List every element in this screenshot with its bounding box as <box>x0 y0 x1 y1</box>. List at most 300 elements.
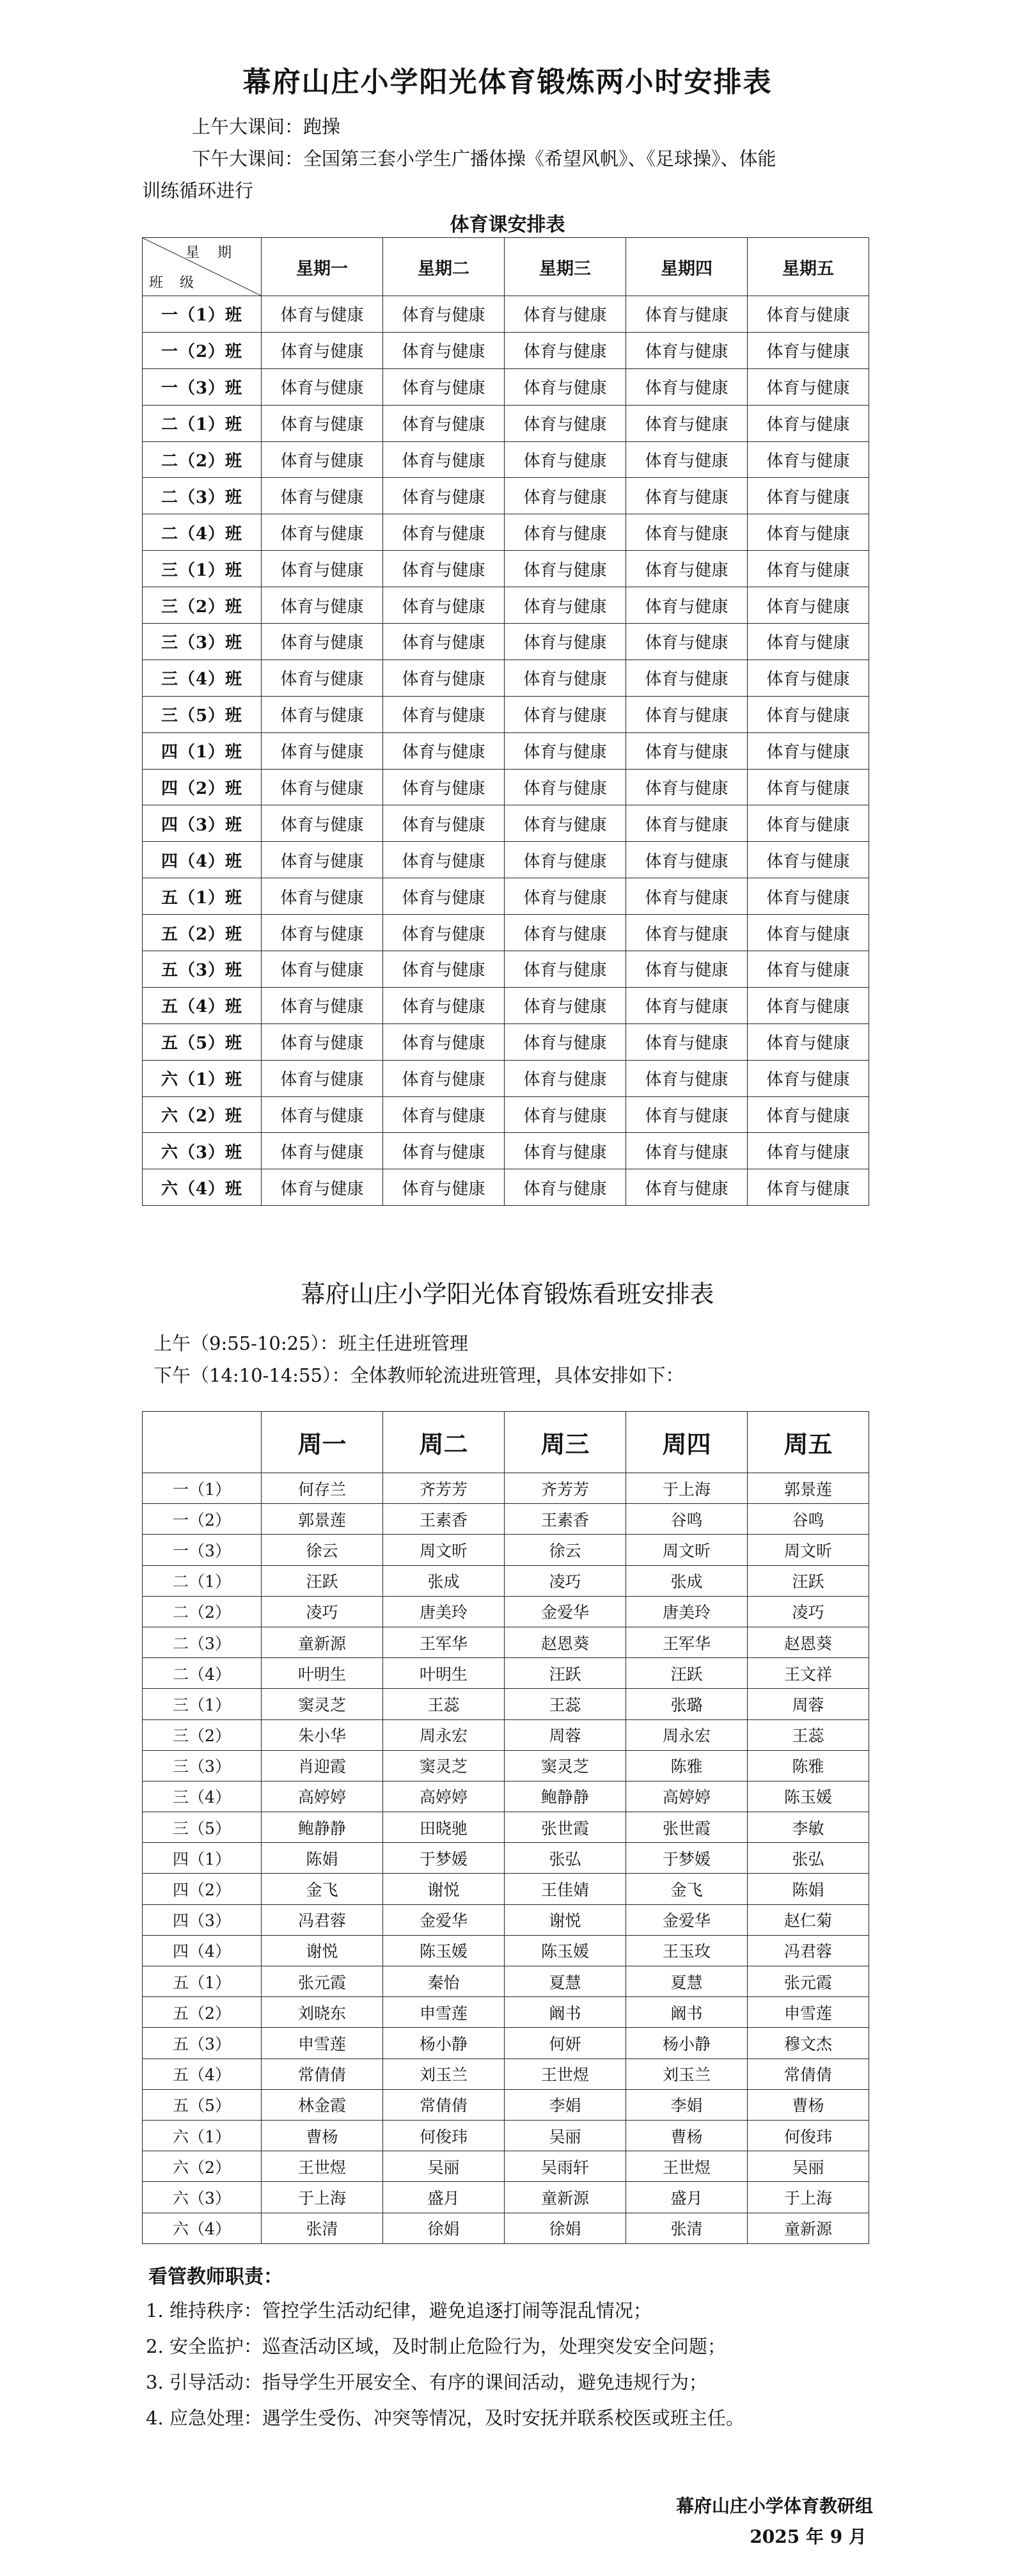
teacher-cell: 张璐 <box>626 1689 748 1719</box>
teacher-cell: 于上海 <box>262 2182 383 2213</box>
subject-cell: 体育与健康 <box>262 1096 383 1133</box>
teacher-cell: 汪跃 <box>748 1565 869 1596</box>
subject-cell: 体育与健康 <box>505 368 626 405</box>
teacher-cell: 刘玉兰 <box>626 2058 748 2089</box>
duty-class-cell: 三（4） <box>143 1781 262 1812</box>
subject-cell: 体育与健康 <box>505 732 626 769</box>
subject-cell: 体育与健康 <box>505 696 626 732</box>
subject-cell: 体育与健康 <box>626 1060 748 1096</box>
duty-day-header: 周五 <box>748 1412 869 1473</box>
responsibility-item: 2. 安全监护：巡查活动区域，及时制止危险行为，处理突发安全问题； <box>146 2335 726 2357</box>
teacher-cell: 金爱华 <box>505 1596 626 1627</box>
subject-cell: 体育与健康 <box>383 1133 505 1169</box>
subject-cell: 体育与健康 <box>383 624 505 660</box>
subject-cell: 体育与健康 <box>505 551 626 587</box>
pe-class-row <box>143 769 869 805</box>
duty-class-row <box>143 1473 869 1504</box>
subject-cell: 体育与健康 <box>262 878 383 915</box>
teacher-cell: 秦怡 <box>383 1966 505 1997</box>
teacher-cell: 周永宏 <box>626 1719 748 1750</box>
teacher-cell: 凌巧 <box>262 1596 383 1627</box>
subject-cell: 体育与健康 <box>383 878 505 915</box>
pe-day-header: 星期五 <box>748 238 869 296</box>
pe-class-row <box>143 368 869 405</box>
subject-cell: 体育与健康 <box>748 660 869 696</box>
class-name-cell: 二（4）班 <box>143 514 262 551</box>
class-name-cell: 三（3）班 <box>143 624 262 660</box>
class-name-cell: 五（4）班 <box>143 987 262 1023</box>
subject-cell: 体育与健康 <box>748 1169 869 1206</box>
corner-class-label: 班级 <box>149 275 211 291</box>
responsibility-item: 4. 应急处理：遇学生受伤、冲突等情况，及时安抚并联系校医或班主任。 <box>146 2407 744 2429</box>
subject-cell: 体育与健康 <box>262 368 383 405</box>
class-name-cell: 六（1）班 <box>143 1060 262 1096</box>
teacher-cell: 阚书 <box>505 1997 626 2028</box>
teacher-cell: 冯君蓉 <box>262 1904 383 1935</box>
duty-class-row <box>143 1781 869 1812</box>
teacher-cell: 张元霞 <box>748 1966 869 1997</box>
subject-cell: 体育与健康 <box>505 441 626 478</box>
subject-cell: 体育与健康 <box>383 296 505 333</box>
duty-day-header: 周二 <box>383 1412 505 1473</box>
duty-class-row <box>143 1596 869 1627</box>
teacher-cell: 徐娟 <box>383 2213 505 2243</box>
duty-class-row <box>143 1658 869 1689</box>
teacher-cell: 何俊玮 <box>748 2120 869 2151</box>
teacher-cell: 刘玉兰 <box>383 2058 505 2089</box>
subject-cell: 体育与健康 <box>505 769 626 805</box>
teacher-cell: 郭景莲 <box>748 1473 869 1504</box>
subject-cell: 体育与健康 <box>505 1169 626 1206</box>
pe-class-row <box>143 1096 869 1133</box>
teacher-cell: 陈雅 <box>748 1750 869 1781</box>
subject-cell: 体育与健康 <box>626 1169 748 1206</box>
subject-cell: 体育与健康 <box>626 1023 748 1060</box>
subject-cell: 体育与健康 <box>383 441 505 478</box>
subject-cell: 体育与健康 <box>383 587 505 624</box>
class-name-cell: 三（5）班 <box>143 696 262 732</box>
subject-cell: 体育与健康 <box>748 805 869 842</box>
duty-corner-cell <box>143 1412 262 1473</box>
teacher-cell: 陈雅 <box>626 1750 748 1781</box>
subject-cell: 体育与健康 <box>505 1060 626 1096</box>
subject-cell: 体育与健康 <box>262 1023 383 1060</box>
subject-cell: 体育与健康 <box>626 441 748 478</box>
teacher-cell: 张弘 <box>505 1843 626 1874</box>
pe-schedule-table <box>142 237 869 1206</box>
duty-morning-note: 上午（9:55-10:25）：班主任进班管理 <box>153 1332 468 1354</box>
class-name-cell: 一（3）班 <box>143 368 262 405</box>
teacher-cell: 王蕊 <box>748 1719 869 1750</box>
teacher-cell: 唐美玲 <box>626 1596 748 1627</box>
subject-cell: 体育与健康 <box>748 478 869 514</box>
duty-day-header: 周一 <box>262 1412 383 1473</box>
subject-cell: 体育与健康 <box>626 368 748 405</box>
teacher-cell: 叶明生 <box>383 1658 505 1689</box>
pe-class-row <box>143 805 869 842</box>
subject-cell: 体育与健康 <box>383 660 505 696</box>
teacher-cell: 夏慧 <box>626 1966 748 1997</box>
teacher-cell: 赵恩葵 <box>505 1627 626 1657</box>
pe-class-row <box>143 441 869 478</box>
class-name-cell: 六（3）班 <box>143 1133 262 1169</box>
teacher-cell: 周文昕 <box>626 1535 748 1565</box>
teacher-cell: 王素香 <box>505 1504 626 1535</box>
class-name-cell: 四（1）班 <box>143 732 262 769</box>
teacher-cell: 金飞 <box>262 1874 383 1904</box>
subject-cell: 体育与健康 <box>383 1096 505 1133</box>
teacher-cell: 徐云 <box>262 1535 383 1565</box>
class-name-cell: 三（4）班 <box>143 660 262 696</box>
teacher-cell: 田晓驰 <box>383 1812 505 1843</box>
duty-class-row <box>143 1627 869 1657</box>
class-name-cell: 五（2）班 <box>143 915 262 951</box>
subject-cell: 体育与健康 <box>748 1060 869 1096</box>
subject-cell: 体育与健康 <box>626 951 748 988</box>
subject-cell: 体育与健康 <box>626 514 748 551</box>
teacher-cell: 于梦媛 <box>383 1843 505 1874</box>
teacher-cell: 郭景莲 <box>262 1504 383 1535</box>
teacher-cell: 林金霞 <box>262 2089 383 2120</box>
teacher-cell: 张世霞 <box>626 1812 748 1843</box>
teacher-cell: 张清 <box>626 2213 748 2243</box>
teacher-cell: 肖迎霞 <box>262 1750 383 1781</box>
subject-cell: 体育与健康 <box>383 696 505 732</box>
responsibility-item: 1. 维持秩序：管控学生活动纪律，避免追逐打闹等混乱情况； <box>146 2300 652 2321</box>
subject-cell: 体育与健康 <box>505 878 626 915</box>
subject-cell: 体育与健康 <box>748 769 869 805</box>
class-name-cell: 五（5）班 <box>143 1023 262 1060</box>
afternoon-break-note: 下午大课间：全国第三套小学生广播体操《希望风帆》、《足球操》、体能 <box>192 148 776 170</box>
pe-class-row <box>143 478 869 514</box>
teacher-cell: 赵仁菊 <box>748 1904 869 1935</box>
class-name-cell: 五（1）班 <box>143 878 262 915</box>
teacher-cell: 申雪莲 <box>383 1997 505 2028</box>
duty-class-cell: 四（1） <box>143 1843 262 1874</box>
teacher-cell: 高婷婷 <box>262 1781 383 1812</box>
subject-cell: 体育与健康 <box>505 660 626 696</box>
subject-cell: 体育与健康 <box>262 951 383 988</box>
subject-cell: 体育与健康 <box>383 951 505 988</box>
subject-cell: 体育与健康 <box>262 514 383 551</box>
class-name-cell: 三（1）班 <box>143 551 262 587</box>
teacher-cell: 王佳婧 <box>505 1874 626 1904</box>
subject-cell: 体育与健康 <box>748 842 869 878</box>
teacher-cell: 王素香 <box>383 1504 505 1535</box>
duty-class-row <box>143 1719 869 1750</box>
subject-cell: 体育与健康 <box>262 624 383 660</box>
pe-class-row <box>143 1133 869 1169</box>
subject-cell: 体育与健康 <box>383 805 505 842</box>
teacher-cell: 金飞 <box>626 1874 748 1904</box>
subject-cell: 体育与健康 <box>262 478 383 514</box>
subject-cell: 体育与健康 <box>262 987 383 1023</box>
duty-class-row <box>143 1689 869 1719</box>
teacher-cell: 何俊玮 <box>383 2120 505 2151</box>
pe-class-row <box>143 514 869 551</box>
teacher-cell: 穆文杰 <box>748 2028 869 2058</box>
teacher-cell: 叶明生 <box>262 1658 383 1689</box>
subject-cell: 体育与健康 <box>262 915 383 951</box>
pe-class-row <box>143 915 869 951</box>
duty-class-cell: 四（2） <box>143 1874 262 1904</box>
teacher-cell: 高婷婷 <box>383 1781 505 1812</box>
subject-cell: 体育与健康 <box>748 987 869 1023</box>
teacher-cell: 谢悦 <box>262 1935 383 1966</box>
teacher-cell: 陈玉媛 <box>505 1935 626 1966</box>
subject-cell: 体育与健康 <box>383 514 505 551</box>
duty-class-row <box>143 2028 869 2058</box>
subject-cell: 体育与健康 <box>626 915 748 951</box>
teacher-cell: 吴丽 <box>383 2151 505 2182</box>
diagonal-header-cell <box>143 238 262 296</box>
teacher-cell: 张清 <box>262 2213 383 2243</box>
duty-class-row <box>143 1966 869 1997</box>
subject-cell: 体育与健康 <box>626 478 748 514</box>
duty-class-row <box>143 1904 869 1935</box>
pe-class-row <box>143 732 869 769</box>
class-name-cell: 二（1）班 <box>143 405 262 441</box>
subject-cell: 体育与健康 <box>748 1133 869 1169</box>
subject-cell: 体育与健康 <box>383 842 505 878</box>
pe-class-row <box>143 951 869 988</box>
subject-cell: 体育与健康 <box>383 368 505 405</box>
teacher-cell: 王文祥 <box>748 1658 869 1689</box>
duty-class-row <box>143 2089 869 2120</box>
duty-class-row <box>143 1935 869 1966</box>
teacher-cell: 周蓉 <box>748 1689 869 1719</box>
pe-class-row <box>143 987 869 1023</box>
teacher-cell: 陈娟 <box>262 1843 383 1874</box>
duty-class-cell: 二（4） <box>143 1658 262 1689</box>
teacher-cell: 吴丽 <box>748 2151 869 2182</box>
teacher-cell: 高婷婷 <box>626 1781 748 1812</box>
duty-class-row <box>143 1535 869 1565</box>
responsibility-item: 3. 引导活动：指导学生开展安全、有序的课间活动，避免违规行为； <box>146 2371 707 2393</box>
teacher-cell: 张世霞 <box>505 1812 626 1843</box>
pe-class-row <box>143 842 869 878</box>
subject-cell: 体育与健康 <box>748 1096 869 1133</box>
duty-class-row <box>143 1843 869 1874</box>
duty-class-row <box>143 1874 869 1904</box>
duty-class-row <box>143 1997 869 2028</box>
teacher-cell: 张弘 <box>748 1843 869 1874</box>
subject-cell: 体育与健康 <box>505 842 626 878</box>
teacher-cell: 陈玉媛 <box>383 1935 505 1966</box>
subject-cell: 体育与健康 <box>505 1023 626 1060</box>
teacher-cell: 张成 <box>626 1565 748 1596</box>
duty-day-header: 周三 <box>505 1412 626 1473</box>
pe-day-header: 星期三 <box>505 238 626 296</box>
teacher-cell: 申雪莲 <box>262 2028 383 2058</box>
teacher-cell: 汪跃 <box>626 1658 748 1689</box>
subject-cell: 体育与健康 <box>748 732 869 769</box>
duty-class-cell: 六（3） <box>143 2182 262 2213</box>
duty-class-cell: 五（1） <box>143 1966 262 1997</box>
class-name-cell: 三（2）班 <box>143 587 262 624</box>
teacher-cell: 周蓉 <box>505 1719 626 1750</box>
teacher-cell: 曹杨 <box>626 2120 748 2151</box>
subject-cell: 体育与健康 <box>262 1169 383 1206</box>
responsibilities-title: 看管教师职责： <box>148 2266 283 2288</box>
teacher-cell: 李敏 <box>748 1812 869 1843</box>
duty-class-cell: 二（3） <box>143 1627 262 1657</box>
pe-header-row <box>143 238 869 296</box>
duty-class-cell: 五（3） <box>143 2028 262 2058</box>
duty-class-cell: 六（1） <box>143 2120 262 2151</box>
subject-cell: 体育与健康 <box>626 805 748 842</box>
teacher-cell: 李娟 <box>626 2089 748 2120</box>
afternoon-break-note-cont: 训练循环进行 <box>142 180 254 201</box>
teacher-cell: 谢悦 <box>505 1904 626 1935</box>
class-name-cell: 四（2）班 <box>143 769 262 805</box>
teacher-cell: 赵恩葵 <box>748 1627 869 1657</box>
duty-class-row <box>143 1750 869 1781</box>
teacher-cell: 童新源 <box>505 2182 626 2213</box>
class-name-cell: 四（3）班 <box>143 805 262 842</box>
duty-class-row <box>143 1504 869 1535</box>
subject-cell: 体育与健康 <box>262 805 383 842</box>
teacher-cell: 童新源 <box>262 1627 383 1657</box>
teacher-cell: 杨小静 <box>383 2028 505 2058</box>
subject-cell: 体育与健康 <box>505 1133 626 1169</box>
duty-class-cell: 五（5） <box>143 2089 262 2120</box>
teacher-cell: 盛月 <box>383 2182 505 2213</box>
subject-cell: 体育与健康 <box>505 514 626 551</box>
teacher-cell: 凌巧 <box>505 1565 626 1596</box>
teacher-cell: 阚书 <box>626 1997 748 2028</box>
subject-cell: 体育与健康 <box>383 769 505 805</box>
duty-class-row <box>143 2151 869 2182</box>
subject-cell: 体育与健康 <box>748 1023 869 1060</box>
subject-cell: 体育与健康 <box>383 551 505 587</box>
pe-class-row <box>143 332 869 368</box>
teacher-cell: 徐娟 <box>505 2213 626 2243</box>
subject-cell: 体育与健康 <box>626 696 748 732</box>
duty-class-cell: 一（2） <box>143 1504 262 1535</box>
teacher-cell: 周文昕 <box>383 1535 505 1565</box>
subject-cell: 体育与健康 <box>748 587 869 624</box>
subject-cell: 体育与健康 <box>748 915 869 951</box>
teacher-cell: 何存兰 <box>262 1473 383 1504</box>
subject-cell: 体育与健康 <box>262 1133 383 1169</box>
subject-cell: 体育与健康 <box>748 514 869 551</box>
subject-cell: 体育与健康 <box>383 478 505 514</box>
duty-class-cell: 二（2） <box>143 1596 262 1627</box>
subject-cell: 体育与健康 <box>748 878 869 915</box>
teacher-cell: 汪跃 <box>505 1658 626 1689</box>
subject-cell: 体育与健康 <box>505 987 626 1023</box>
class-name-cell: 六（2）班 <box>143 1096 262 1133</box>
subject-cell: 体育与健康 <box>748 405 869 441</box>
teacher-cell: 于上海 <box>748 2182 869 2213</box>
duty-class-cell: 一（3） <box>143 1535 262 1565</box>
teacher-cell: 窦灵芝 <box>262 1689 383 1719</box>
signature-org: 幕府山庄小学体育教研组 <box>675 2495 873 2517</box>
pe-class-row <box>143 1169 869 1206</box>
duty-class-row <box>143 1812 869 1843</box>
subject-cell: 体育与健康 <box>626 987 748 1023</box>
subject-cell: 体育与健康 <box>505 332 626 368</box>
teacher-cell: 刘晓东 <box>262 1997 383 2028</box>
subject-cell: 体育与健康 <box>262 769 383 805</box>
duty-class-cell: 三（5） <box>143 1812 262 1843</box>
pe-class-row <box>143 587 869 624</box>
pe-class-row <box>143 696 869 732</box>
teacher-cell: 汪跃 <box>262 1565 383 1596</box>
page-title: 幕府山庄小学阳光体育锻炼两小时安排表 <box>242 66 773 99</box>
subject-cell: 体育与健康 <box>505 951 626 988</box>
duty-class-row <box>143 2058 869 2089</box>
subject-cell: 体育与健康 <box>262 696 383 732</box>
pe-class-row <box>143 1023 869 1060</box>
subject-cell: 体育与健康 <box>383 915 505 951</box>
teacher-cell: 盛月 <box>626 2182 748 2213</box>
subject-cell: 体育与健康 <box>383 1023 505 1060</box>
duty-class-cell: 六（2） <box>143 2151 262 2182</box>
morning-break-note: 上午大课间：跑操 <box>192 116 341 138</box>
teacher-cell: 申雪莲 <box>748 1997 869 2028</box>
class-name-cell: 二（2）班 <box>143 441 262 478</box>
subject-cell: 体育与健康 <box>262 332 383 368</box>
duty-class-cell: 六（4） <box>143 2213 262 2243</box>
subject-cell: 体育与健康 <box>262 732 383 769</box>
teacher-cell: 杨小静 <box>626 2028 748 2058</box>
teacher-cell: 王军华 <box>626 1627 748 1657</box>
subject-cell: 体育与健康 <box>748 441 869 478</box>
subject-cell: 体育与健康 <box>626 1096 748 1133</box>
subject-cell: 体育与健康 <box>262 587 383 624</box>
subject-cell: 体育与健康 <box>383 1169 505 1206</box>
teacher-cell: 童新源 <box>748 2213 869 2243</box>
teacher-cell: 王蕊 <box>383 1689 505 1719</box>
pe-class-row <box>143 405 869 441</box>
pe-class-row <box>143 624 869 660</box>
subject-cell: 体育与健康 <box>626 296 748 333</box>
subject-cell: 体育与健康 <box>626 551 748 587</box>
teacher-cell: 冯君蓉 <box>748 1935 869 1966</box>
duty-class-row <box>143 2182 869 2213</box>
subject-cell: 体育与健康 <box>383 332 505 368</box>
teacher-cell: 常倩倩 <box>748 2058 869 2089</box>
subject-cell: 体育与健康 <box>505 587 626 624</box>
pe-class-row <box>143 878 869 915</box>
subject-cell: 体育与健康 <box>626 769 748 805</box>
duty-class-cell: 四（3） <box>143 1904 262 1935</box>
teacher-cell: 窦灵芝 <box>505 1750 626 1781</box>
subject-cell: 体育与健康 <box>262 551 383 587</box>
teacher-cell: 于上海 <box>626 1473 748 1504</box>
teacher-cell: 谷鸣 <box>626 1504 748 1535</box>
class-name-cell: 六（4）班 <box>143 1169 262 1206</box>
teacher-cell: 谷鸣 <box>748 1504 869 1535</box>
teacher-cell: 李娟 <box>505 2089 626 2120</box>
class-name-cell: 一（2）班 <box>143 332 262 368</box>
pe-schedule-title: 体育课安排表 <box>450 214 565 236</box>
subject-cell: 体育与健康 <box>626 660 748 696</box>
subject-cell: 体育与健康 <box>505 1096 626 1133</box>
teacher-cell: 徐云 <box>505 1535 626 1565</box>
subject-cell: 体育与健康 <box>505 405 626 441</box>
pe-day-header: 星期四 <box>626 238 748 296</box>
duty-afternoon-note: 下午（14:10-14:55）：全体教师轮流进班管理，具体安排如下： <box>153 1364 684 1386</box>
corner-weekday-label: 星期 <box>185 245 249 261</box>
subject-cell: 体育与健康 <box>262 842 383 878</box>
teacher-cell: 周永宏 <box>383 1719 505 1750</box>
duty-schedule-title: 幕府山庄小学阳光体育锻炼看班安排表 <box>301 1280 714 1308</box>
teacher-cell: 王军华 <box>383 1627 505 1657</box>
subject-cell: 体育与健康 <box>383 1060 505 1096</box>
